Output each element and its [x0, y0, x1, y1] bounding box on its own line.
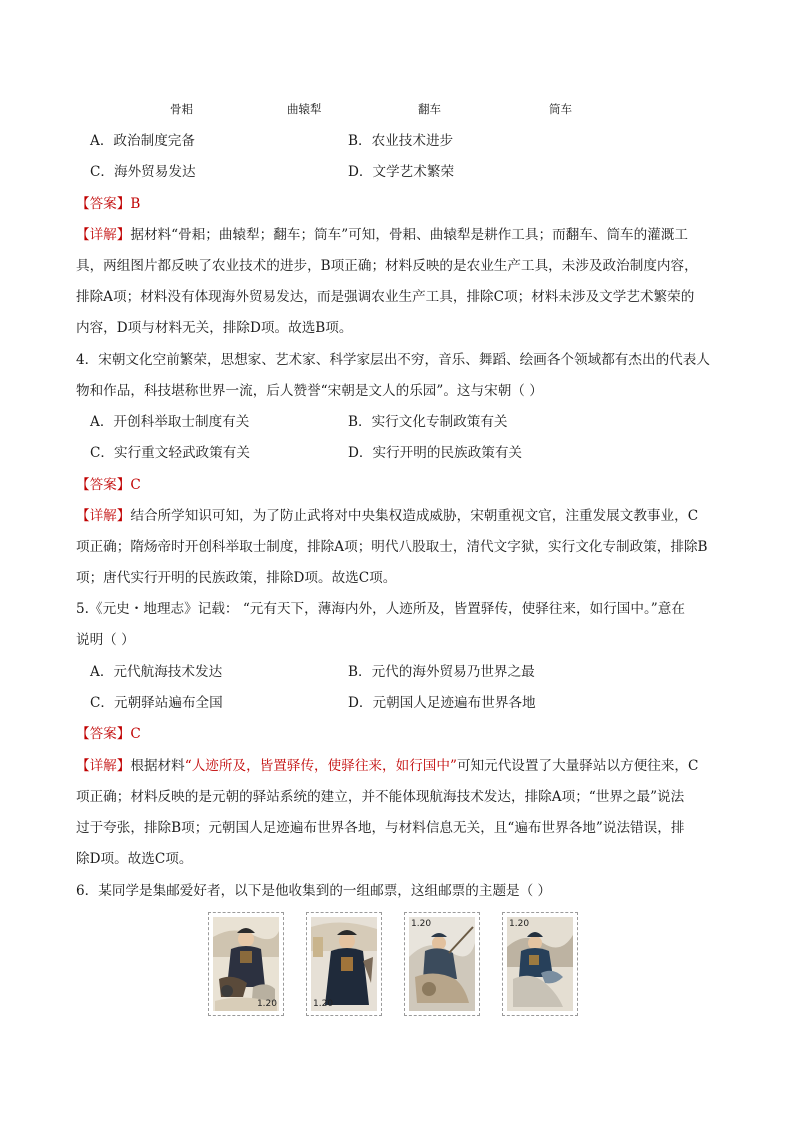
q3-detail-line-2: 具，两组图片都反映了农业技术的进步，B项正确；材料反映的是农业生产工具，未涉及政治制度内容， [76, 258, 698, 274]
stamp-3 [404, 912, 480, 1016]
q4-detail-line-2: 项正确；隋炀帝时开创科举取士制度，排除A项；明代八股取士，清代文字狱，实行文化专制政策，排除B [76, 539, 708, 555]
q5-detail-suffix: 可知元代设置了大量驿站以方便往来，C [456, 758, 699, 774]
stamp-2-illustration [311, 917, 377, 1011]
q5-detail-line-2: 项正确；材料反映的是元朝的驿站系统的建立，并不能体现航海技术发达，排除A项；“世界之最”说法 [76, 789, 685, 805]
q3-detail-text-1: 据材料“骨耜；曲辕犁；翻车；筒车”可知，骨耜、曲辕犁是耕作工具；而翻车、筒车的灌溉工 [130, 227, 689, 243]
q3-detail-line-4: 内容，D项与材料无关，排除D项。故选B项。 [76, 320, 353, 336]
stamp-1 [208, 912, 284, 1016]
q4-detail-line-3: 项；唐代实行开明的民族政策，排除D项。故选C项。 [76, 570, 397, 586]
stamp-2 [306, 912, 382, 1016]
q5-option-b: B．元代的海外贸易乃世界之最 [348, 664, 535, 680]
q5-stem-line-1: 5.《元史・地理志》记载： “元有天下，薄海内外，人迹所及，皆置驿传，使驿往来，如行国中。”意在 [76, 601, 685, 617]
q4-option-a: A．开创科举取士制度有关 [90, 414, 250, 430]
q4-detail-text-1: 结合所学知识可知，为了防止武将对中央集权造成威胁，宋朝重视文官，注重发展文教事业，C [130, 508, 699, 524]
q3-option-b: B．农业技术进步 [348, 133, 454, 149]
stamp-3-illustration [409, 917, 475, 1011]
q3-detail-line-3: 排除A项；材料没有体现海外贸易发达，而是强调农业生产工具，排除C项；材料未涉及文学艺术繁荣的 [76, 289, 695, 305]
q5-answer: 【答案】C [76, 726, 141, 742]
stamp-4-illustration [507, 917, 573, 1011]
q5-option-a: A．元代航海技术发达 [90, 664, 223, 680]
q4-option-d: D．实行开明的民族政策有关 [348, 445, 523, 461]
tool-label-fanche: 翻车 [418, 102, 441, 116]
q5-option-c: C．元朝驿站遍布全国 [90, 695, 223, 711]
q4-stem-line-1: 4．宋朝文化空前繁荣，思想家、艺术家、科学家层出不穷，音乐、舞蹈、绘画各个领域都有杰出的代表人 [76, 352, 710, 368]
q4-detail-head: 【详解】 [76, 508, 131, 524]
q3-answer: 【答案】B [76, 196, 141, 212]
stamp-set [208, 912, 584, 1020]
stamp-2-value: 1.20 [313, 999, 334, 1009]
q3-detail-head: 【详解】 [76, 227, 131, 243]
q3-detail-line-1 [76, 225, 726, 245]
stamp-4 [502, 912, 578, 1016]
q3-option-d: D．文学艺术繁荣 [348, 164, 455, 180]
q5-detail-line-3: 过于夸张，排除B项；元朝国人足迹遍布世界各地，与材料信息无关，且“遍布世界各地”说法错误，排 [76, 820, 685, 836]
tool-label-gusi: 骨耜 [170, 102, 193, 116]
q5-detail-line-4: 除D项。故选C项。 [76, 851, 193, 867]
q5-stem-line-2: 说明（ ） [76, 632, 135, 648]
tool-label-tongche: 筒车 [549, 102, 572, 116]
q4-option-c: C．实行重文轻武政策有关 [90, 445, 250, 461]
q3-option-c: C．海外贸易发达 [90, 164, 196, 180]
q3-option-a: A．政治制度完备 [90, 133, 195, 149]
q5-detail-line-1 [76, 756, 726, 776]
stamp-3-value: 1.20 [411, 919, 432, 929]
stamp-1-illustration [213, 917, 279, 1011]
tool-label-quyuanli: 曲辕犁 [287, 102, 322, 116]
stamp-4-image [507, 917, 573, 1011]
stamp-1-value: 1.20 [256, 999, 277, 1009]
q6-stem: 6．某同学是集邮爱好者，以下是他收集到的一组邮票，这组邮票的主题是（ ） [76, 883, 552, 899]
q4-answer: 【答案】C [76, 477, 141, 493]
stamp-2-image [311, 917, 377, 1011]
stamp-4-value: 1.20 [509, 919, 530, 929]
q4-stem-line-2: 物和作品，科技堪称世界一流，后人赞誉“宋朝是文人的乐园”。这与宋朝（ ） [76, 383, 543, 399]
stamp-1-image [213, 917, 279, 1011]
q5-option-d: D．元朝国人足迹遍布世界各地 [348, 695, 536, 711]
q5-detail-quote: “人迹所及，皆置驿传，使驿往来，如行国中” [184, 758, 457, 774]
q5-detail-head: 【详解】 [76, 758, 131, 774]
q4-detail-line-1 [76, 506, 726, 526]
q5-detail-prefix: 根据材料 [130, 758, 185, 774]
q4-option-b: B．实行文化专制政策有关 [348, 414, 508, 430]
stamp-3-image [409, 917, 475, 1011]
